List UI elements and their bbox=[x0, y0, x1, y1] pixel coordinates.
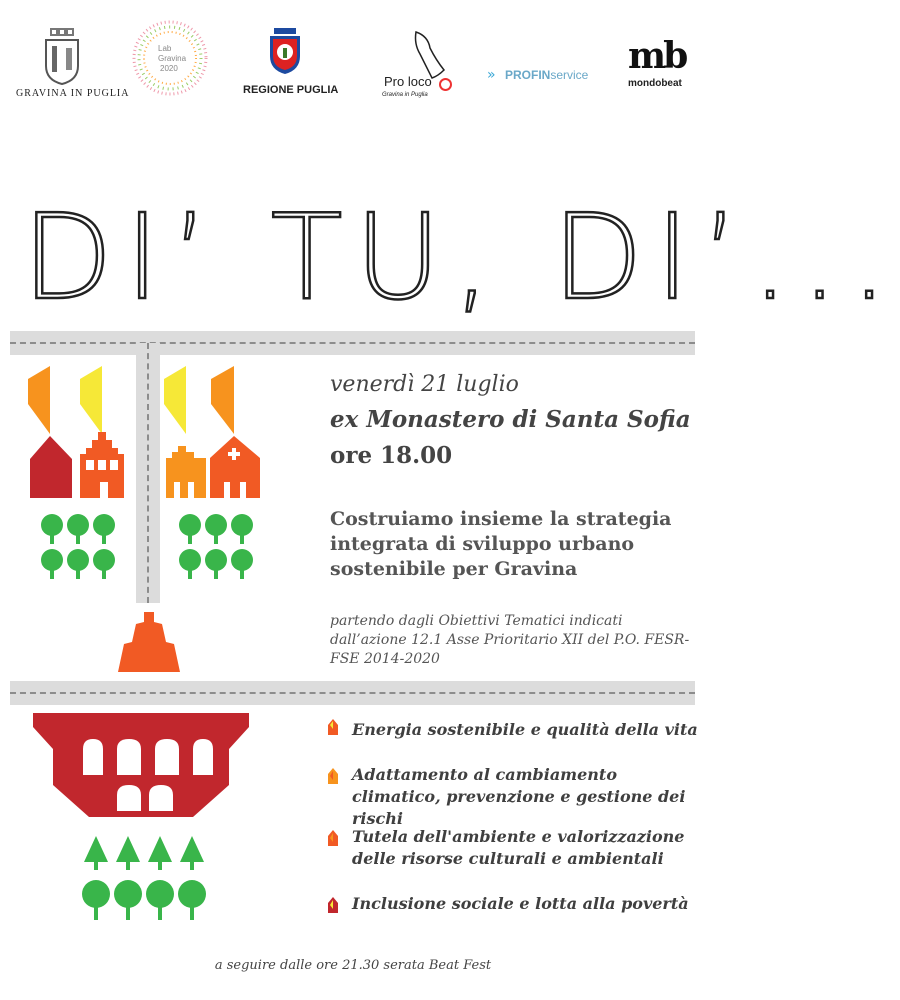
fountain-monument-icon bbox=[114, 604, 184, 678]
lab-gravina-label-2: Gravina bbox=[158, 54, 187, 63]
regione-puglia-shield-icon bbox=[268, 28, 302, 78]
logo-row bbox=[0, 0, 706, 110]
footer-note: a seguire dalle ore 21.30 serata Beat Fest bbox=[214, 958, 492, 973]
flame-icon bbox=[328, 719, 338, 739]
mondobeat-text: mondobeat bbox=[628, 78, 682, 89]
profin-light-text: service bbox=[550, 68, 589, 82]
lab-gravina-label-3: 2020 bbox=[160, 64, 178, 73]
flame-icon bbox=[328, 768, 338, 788]
trees-bottom bbox=[82, 836, 212, 930]
profin-logo-text bbox=[505, 68, 588, 82]
houses-illustration bbox=[28, 364, 268, 508]
gravina-logo-text: GRAVINA IN PUGLIA bbox=[16, 88, 130, 99]
regione-puglia-text: REGIONE PUGLIA bbox=[243, 84, 339, 96]
flame-icon bbox=[328, 830, 338, 850]
trees-left bbox=[40, 512, 120, 586]
objective-1: Energia sostenibile e qualità della vita bbox=[352, 720, 698, 739]
objective-4: Inclusione sociale e lotta alla povertà bbox=[352, 894, 689, 913]
proloco-dot-icon bbox=[439, 78, 452, 91]
road-middle bbox=[10, 681, 695, 705]
lab-gravina-label-1: Lab bbox=[158, 44, 172, 53]
objective-3: Tutela dell'ambiente e valorizzazione delle risorse culturali e ambientali bbox=[352, 827, 685, 868]
trees-right bbox=[178, 512, 258, 586]
event-date: venerdì 21 luglio bbox=[330, 372, 519, 397]
mb-logo-text: mb bbox=[628, 35, 686, 77]
event-venue: ex Monastero di Santa Sofia bbox=[330, 406, 691, 433]
event-note: partendo dagli Obiettivi Tematici indicati dall’azione 12.1 Asse Prioritario XII del P.O. FESR-FSE 2014-2020 bbox=[330, 613, 690, 667]
profin-arrows-icon: » bbox=[487, 67, 496, 83]
proloco-subtext: Gravina in Puglia bbox=[382, 92, 428, 98]
flame-icon bbox=[328, 897, 338, 917]
event-time: ore 18.00 bbox=[330, 442, 453, 469]
event-description: Costruiamo insieme la strategia integrata di sviluppo urbano sostenibile per Gravina bbox=[330, 508, 672, 580]
objective-2: Adattamento al cambiamento climatico, prevenzione e gestione dei rischi bbox=[352, 765, 686, 828]
road-top bbox=[10, 331, 695, 355]
gravina-coat-of-arms-icon bbox=[42, 28, 82, 88]
profin-bold-text: PROFIN bbox=[505, 68, 551, 82]
lab-gravina-logo bbox=[130, 18, 210, 98]
aqueduct-bridge-icon bbox=[33, 713, 249, 822]
poster-title: DI’ TU, DI’... bbox=[22, 188, 900, 326]
proloco-text: Pro loco bbox=[384, 74, 432, 89]
